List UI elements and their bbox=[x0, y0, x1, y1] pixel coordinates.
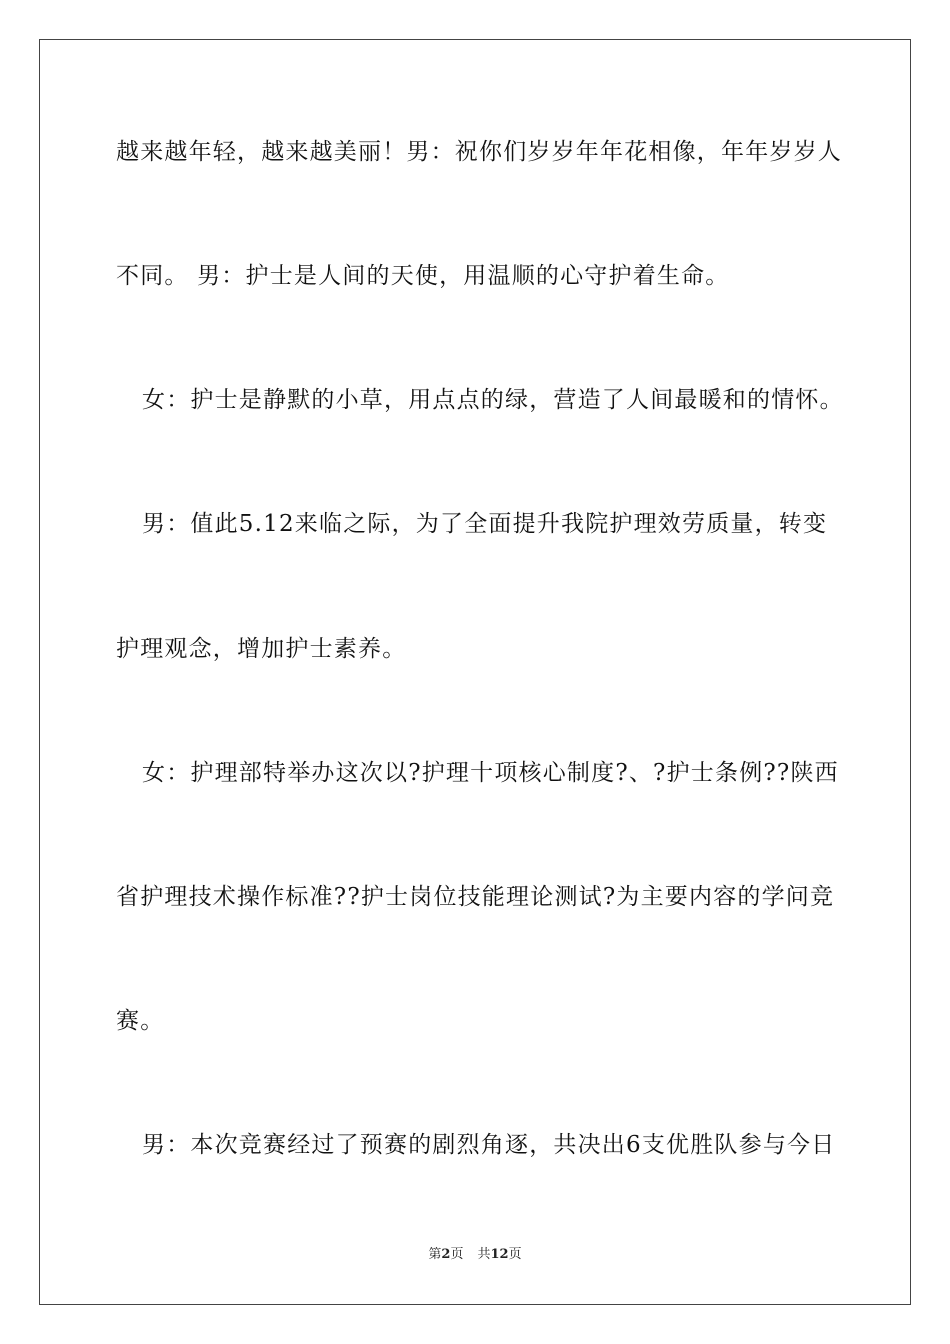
total-suffix: 页 bbox=[508, 1247, 522, 1262]
page-footer bbox=[0, 1246, 950, 1264]
page-suffix: 页 bbox=[450, 1247, 464, 1262]
text-line-3: 女：护士是静默的小草，用点点的绿，营造了人间最暖和的情怀。 bbox=[142, 387, 844, 413]
page-border bbox=[39, 39, 911, 1305]
text-line-9: 男：本次竞赛经过了预赛的剧烈角逐，共决出6支优胜队参与今日 bbox=[142, 1132, 836, 1158]
text-line-6: 女：护理部特举办这次以?护理十项核心制度?、?护士条例??陕西 bbox=[142, 760, 839, 786]
text-line-1: 越来越年轻，越来越美丽！男：祝你们岁岁年年花相像，年年岁岁人 bbox=[116, 139, 842, 165]
page-number: 2 bbox=[441, 1247, 451, 1262]
text-line-5: 护理观念，增加护士素养。 bbox=[116, 636, 407, 662]
text-line-8: 赛。 bbox=[116, 1008, 165, 1034]
total-prefix: 共 bbox=[477, 1247, 491, 1262]
text-line-2: 不同。 男：护士是人间的天使，用温顺的心守护着生命。 bbox=[116, 263, 730, 289]
total-pages: 12 bbox=[490, 1247, 509, 1262]
text-line-4: 男：值此5.12来临之际，为了全面提升我院护理效劳质量，转变 bbox=[142, 511, 828, 537]
page-prefix: 第 bbox=[428, 1247, 442, 1262]
text-line-7: 省护理技术操作标准??护士岗位技能理论测试?为主要内容的学问竞 bbox=[116, 884, 835, 910]
